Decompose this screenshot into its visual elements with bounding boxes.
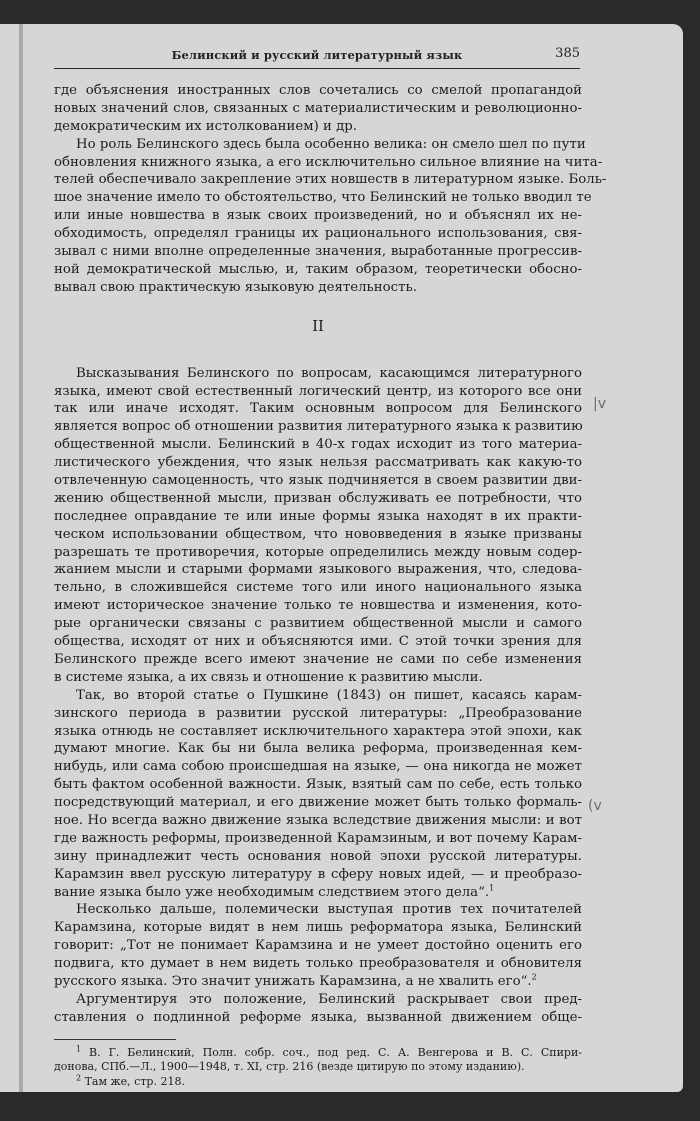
footnote-mark: 1 xyxy=(76,1043,82,1053)
footnote-1-line: донова, СПб.—Л., 1900—1948, т. XI, стр. 216 (везде цитирую по этому изданию). xyxy=(54,1060,525,1074)
text-line: Так, во второй статье о Пушкине (1843) он пишет, касаясь карам- xyxy=(76,687,582,703)
text-line: Карамзина, которые видят в нем лишь реформатора языка, Белинский xyxy=(54,920,582,936)
handwritten-margin-mark: |v xyxy=(593,396,607,412)
text-line: ставления о подлинной реформе языка, вызванной движением обще- xyxy=(54,1009,582,1025)
footnote-text: Там же, стр. 218. xyxy=(84,1074,185,1088)
text-line: ное. Но всегда важно движение языка вследствие движения мысли: и вот xyxy=(54,812,582,828)
text-line: нибудь, или сама собою происшедшая на языке, — она никогда не может xyxy=(54,759,582,775)
paragraph-2 xyxy=(54,136,607,297)
text-line: зинского периода в развитии русской литературы: „Преобразование xyxy=(54,705,582,721)
text-line: демократическим их истолкованием) и др. xyxy=(54,118,358,134)
text-line: имеют историческое значение только те новшества и изменения, кото- xyxy=(54,598,582,614)
text-line: зину принадлежит честь основания новой эпохи русской литературы. xyxy=(54,848,582,864)
page-fold-shadow xyxy=(19,24,23,1092)
text-line: отвлеченную самоценность, что язык подчиняется в своем развитии дви- xyxy=(54,473,582,489)
text-line xyxy=(54,884,582,902)
footnotes xyxy=(54,1043,583,1090)
running-title: Белинский и русский литературный язык xyxy=(171,48,463,62)
text-line: общества, исходят от них и объясняются ими. С этой точки зрения для xyxy=(54,634,582,650)
footnote-mark: 2 xyxy=(76,1072,82,1082)
text-line-content: русского языка. Это значит унижать Карамзина, а не хвалить его“. xyxy=(54,973,532,989)
paragraph-4 xyxy=(54,687,582,902)
text-line: подвига, кто думает в нем видеть только преобразователя и обновителя xyxy=(54,956,582,972)
text-line: обходимость, определял границы их рационального использования, свя- xyxy=(54,226,582,242)
text-line: новых значений слов, связанных с материалистическим и революционно- xyxy=(54,100,582,116)
text-line-content: вание языка было уже необходимым следствием этого дела“. xyxy=(54,884,490,900)
text-line: ческом использовании обществом, что нововведения в языке призваны xyxy=(54,526,582,542)
text-line: языка, имеют свой естественный логический центр, из которого все они xyxy=(54,383,582,399)
text-line: Аргументируя это положение, Белинский раскрывает свои пред- xyxy=(76,991,582,1007)
footnote-ref[interactable]: 2 xyxy=(531,972,537,982)
text-line: или иные новшества в язык своих произведений, но и объяснял их не- xyxy=(54,208,582,224)
paragraph-1 xyxy=(54,82,582,136)
text-line: ной демократической мыслью, и, таким образом, теоретически обосно- xyxy=(54,261,582,277)
text-line: думают многие. Как бы ни была велика реформа, произведенная кем- xyxy=(54,741,582,757)
body-text xyxy=(54,82,607,1089)
footnote-divider xyxy=(54,1039,176,1040)
text-line: обновления книжного языка, а его исключительно сильное влияние на чита- xyxy=(54,154,603,170)
text-line: Высказывания Белинского по вопросам, касающимся литературного xyxy=(76,365,582,381)
footnote-2-line xyxy=(54,1072,582,1090)
text-line: Но роль Белинского здесь была особенно велика: он смело шел по пути xyxy=(76,136,586,152)
text-line: шое значение имело то обстоятельство, что Белинский не только вводил те xyxy=(54,190,592,206)
text-line: листического убеждения, что язык нельзя рассматривать как какую-то xyxy=(54,455,582,471)
text-line: последнее оправдание те или иные формы языка находят в их практи- xyxy=(54,508,582,524)
text-line: жанием мысли и старыми формами языкового выражения, что, следова- xyxy=(54,562,582,578)
text-line: Белинского прежде всего имеют значение не сами по себе изменения xyxy=(54,651,582,667)
text-line: общественной мысли. Белинский в 40-х годах исходит из того материа- xyxy=(54,437,582,453)
text-line: быть фактом особенной важности. Язык, взятый сам по себе, есть только xyxy=(54,777,582,793)
text-line: является вопрос об отношении развития литературного языка к развитию xyxy=(54,419,583,435)
text-line: говорит: „Тот не понимает Карамзина и не умеет достойно оценить его xyxy=(54,938,582,954)
footnote-text: В. Г. Белинский, Полн. собр. соч., под ред. С. А. Венгерова и В. С. Спири- xyxy=(89,1045,583,1059)
text-line: где объяснения иностранных слов сочетались со смелой пропагандой xyxy=(54,83,582,98)
text-line: посредствующий материал, и его движение может быть только формаль- xyxy=(54,795,582,811)
section-number: II xyxy=(312,316,324,335)
footnote-1-line xyxy=(54,1043,583,1061)
text-line: так или иначе исходят. Таким основным вопросом для Белинского xyxy=(54,401,582,417)
text-line: в системе языка, а их связь и отношение к развитию мысли. xyxy=(54,669,483,685)
text-line: где важность реформы, произведенной Карамзиным, и вот почему Карам- xyxy=(54,830,582,846)
text-line: языка отнюдь не составляет исключительного характера этой эпохи, как xyxy=(54,723,582,739)
text-line: жению общественной мысли, призван обслуживать ее потребности, что xyxy=(54,490,582,506)
text-line: Несколько дальше, полемически выступая против тех почитателей xyxy=(76,902,582,918)
paragraph-5 xyxy=(54,901,582,990)
text-line: зывал с ними вполне определенные значения, выработанные прогрессив- xyxy=(54,244,582,260)
paragraph-3 xyxy=(54,365,582,687)
paragraph-6 xyxy=(54,991,582,1027)
text-line: разрешать те противоречия, которые определились между новым содер- xyxy=(54,544,582,560)
text-line: тельно, в сложившейся системе того или иного национального языка xyxy=(54,580,582,596)
page-number: 385 xyxy=(555,46,580,61)
text-line: Карамзин ввел русскую литературу в сферу новых идей, — и преобразо- xyxy=(54,866,582,882)
text-line xyxy=(54,973,582,991)
text-line: телей обеспечивало закрепление этих новшеств в литературном языке. Боль- xyxy=(54,172,607,188)
footnote-ref[interactable]: 1 xyxy=(489,883,495,893)
text-line: рые органически связаны с развитием общественной мысли и самого xyxy=(54,616,582,632)
text-line: вывал свою практическую языковую деятельность. xyxy=(54,279,417,295)
running-header xyxy=(54,44,580,69)
handwritten-margin-mark: (v xyxy=(588,798,602,814)
